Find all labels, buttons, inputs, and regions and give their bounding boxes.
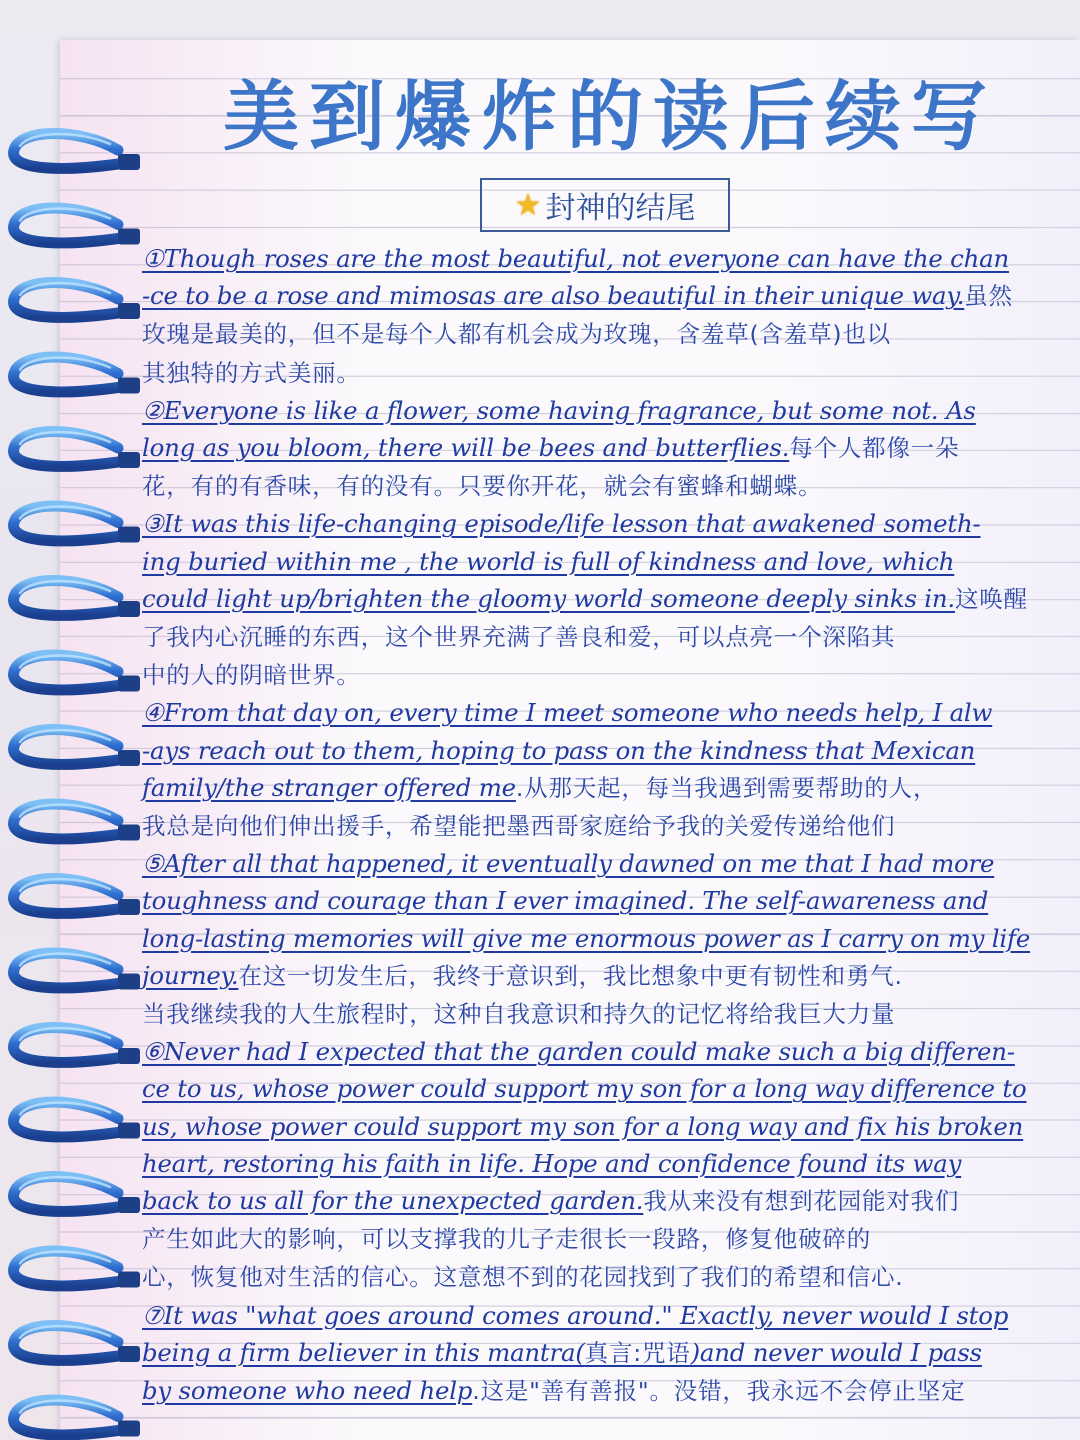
binding-hole [118, 154, 140, 170]
binding-hole [118, 527, 140, 543]
text-line: 心，恢复他对生活的信心。这意想不到的花园找到了我们的希望和信心. [142, 1263, 904, 1292]
binding-hole [118, 899, 140, 915]
text-line: journey.在这一切发生后，我终于意识到，我比想象中更有韧性和勇气. [142, 960, 903, 990]
binding-hole [118, 1272, 140, 1288]
subtitle-box [480, 178, 730, 232]
text-line: long-lasting memories will give me enormous power as I carry on my life [142, 923, 1031, 953]
text-line: heart, restoring his faith in life. Hope and confidence found its way [142, 1148, 962, 1178]
page-title: 美到爆炸的读后续写 [223, 72, 997, 161]
star-icon: ★ [514, 187, 542, 223]
text-line: ②Everyone is like a flower, some having fragrance, but some not. As [142, 395, 976, 425]
text-line: long as you bloom, there will be bees and butterflies.每个人都像一朵 [142, 433, 960, 463]
text-line: ce to us, whose power could support my son for a long way difference to [142, 1074, 1027, 1104]
essay-content [142, 240, 1072, 1410]
text-line: -ce to be a rose and mimosas are also beautiful in their unique way.虽然 [142, 281, 1013, 311]
binding-hole [118, 676, 140, 692]
text-line: -ays reach out to them, hoping to pass on the kindness that Mexican [142, 735, 976, 765]
text-line: 中的人的阴暗世界。 [142, 661, 361, 690]
subtitle-text: 封神的结尾 [545, 191, 696, 226]
text-line: family/the stranger offered me.从那天起，每当我遇到需要帮助的人， [142, 772, 938, 802]
text-line: 了我内心沉睡的东西，这个世界充满了善良和爱，可以点亮一个深陷其 [142, 623, 896, 652]
text-line: by someone who need help.这是"善有善报"。没错，我永远不会停止坚定 [142, 1376, 966, 1406]
text-line: ⑤After all that happened, it eventually dawned on me that I had more [142, 849, 995, 879]
binding-hole [118, 303, 140, 319]
text-line: ③It was this life-changing episode/life lesson that awakened someth- [142, 509, 981, 539]
binding-hole [118, 825, 140, 841]
binding-hole [118, 1123, 140, 1139]
binding-hole [118, 1421, 140, 1437]
text-line: back to us all for the unexpected garden.我从来没有想到花园能对我们 [142, 1186, 960, 1216]
spiral-binding [0, 0, 150, 1440]
binding-hole [118, 1346, 140, 1362]
text-line: 产生如此大的影响，可以支撑我的儿子走很长一段路，修复他破碎的 [142, 1225, 871, 1254]
binding-hole [118, 601, 140, 617]
binding-hole [118, 750, 140, 766]
text-line: toughness and courage than I ever imagined. The self-awareness and [142, 886, 989, 916]
binding-hole [118, 974, 140, 990]
binding-hole [118, 378, 140, 394]
text-line: ①Though roses are the most beautiful, not everyone can have the chan [142, 244, 1009, 273]
text-line: could light up/brighten the gloomy world someone deeply sinks in.这唤醒 [142, 583, 1028, 613]
binding-hole [118, 1048, 140, 1064]
text-line: ing buried within me , the world is full of kindness and love, which [142, 546, 955, 576]
text-line: ④From that day on, every time I meet someone who needs help, I alw [142, 698, 993, 728]
text-line: 玫瑰是最美的，但不是每个人都有机会成为玫瑰，含羞草(含羞草)也以 [142, 320, 891, 349]
text-line: ⑥Never had I expected that the garden could make such a big differen- [142, 1037, 1015, 1067]
binding-hole [118, 452, 140, 468]
text-line: being a firm believer in this mantra(真言:咒语)and never would I pass [142, 1337, 982, 1367]
binding-hole [118, 1197, 140, 1213]
text-line: us, whose power could support my son for a long way and fix his broken [142, 1111, 1024, 1141]
text-line: 花，有的有香味，有的没有。只要你开花，就会有蜜蜂和蝴蝶。 [142, 472, 823, 501]
text-line: ⑦It was "what goes around comes around." Exactly, never would I stop [142, 1300, 1009, 1330]
text-line: 我总是向他们伸出援手，希望能把墨西哥家庭给予我的关爱传递给他们 [142, 812, 896, 841]
binding-hole [118, 229, 140, 245]
text-line: 当我继续我的人生旅程时，这种自我意识和持久的记忆将给我巨大力量 [142, 1000, 896, 1029]
text-line: 其独特的方式美丽。 [142, 358, 361, 387]
